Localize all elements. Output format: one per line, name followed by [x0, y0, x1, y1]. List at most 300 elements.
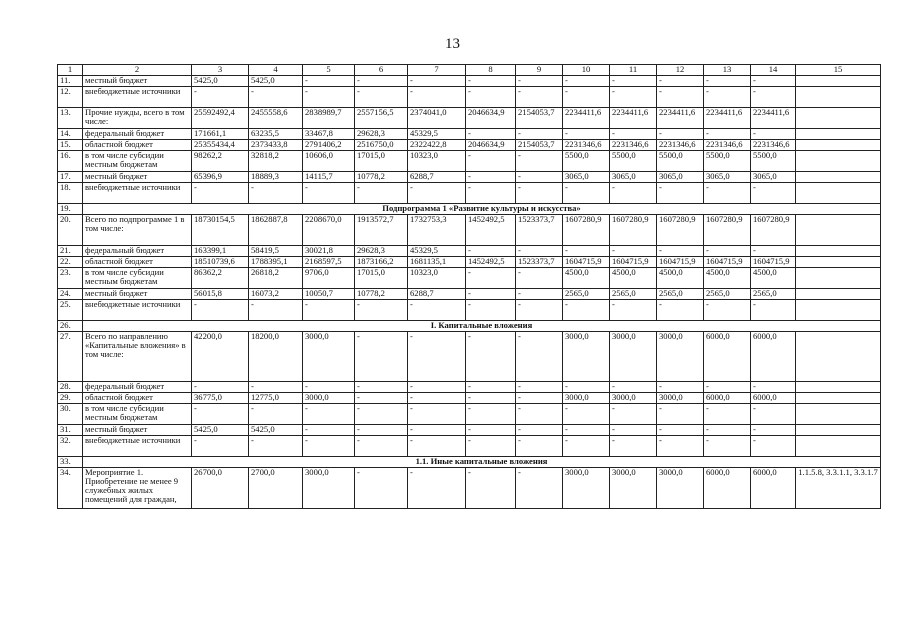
- value-cell: -: [563, 87, 610, 108]
- value-cell: -: [516, 404, 563, 425]
- value-cell: 6288,7: [408, 289, 466, 300]
- table-row: [58, 425, 881, 436]
- value-cell: 18730154,5: [192, 215, 249, 246]
- value-cell: -: [704, 404, 751, 425]
- value-cell: 2838989,7: [303, 108, 355, 129]
- value-cell: -: [408, 404, 466, 425]
- value-cell: -: [563, 425, 610, 436]
- value-cell: 2234411,6: [610, 108, 657, 129]
- indicator-cell: [796, 404, 881, 425]
- value-cell: 6000,0: [704, 393, 751, 404]
- value-cell: 6000,0: [751, 393, 796, 404]
- value-cell: 1607280,9: [610, 215, 657, 246]
- column-header: 14: [751, 65, 796, 76]
- value-cell: -: [192, 183, 249, 204]
- value-cell: -: [466, 151, 516, 172]
- value-cell: -: [751, 382, 796, 393]
- row-label: внебюджетные источники: [83, 436, 192, 457]
- column-header: 1: [58, 65, 83, 76]
- value-cell: -: [408, 393, 466, 404]
- value-cell: -: [657, 87, 704, 108]
- value-cell: 1873166,2: [355, 257, 408, 268]
- value-cell: 10323,0: [408, 268, 466, 289]
- value-cell: -: [355, 300, 408, 321]
- value-cell: 58419,5: [249, 246, 303, 257]
- value-cell: -: [249, 436, 303, 457]
- value-cell: -: [303, 382, 355, 393]
- row-number: 13.: [58, 108, 83, 129]
- table-row: [58, 151, 881, 172]
- value-cell: 3000,0: [657, 332, 704, 382]
- value-cell: 36775,0: [192, 393, 249, 404]
- row-number: 12.: [58, 87, 83, 108]
- value-cell: -: [563, 300, 610, 321]
- value-cell: 5425,0: [249, 76, 303, 87]
- column-header: 4: [249, 65, 303, 76]
- row-number: 34.: [58, 468, 83, 509]
- table-row: [58, 215, 881, 246]
- value-cell: -: [516, 268, 563, 289]
- row-label: местный бюджет: [83, 289, 192, 300]
- table-row: [58, 393, 881, 404]
- value-cell: -: [303, 300, 355, 321]
- value-cell: -: [704, 436, 751, 457]
- value-cell: 2046634,9: [466, 140, 516, 151]
- value-cell: 3000,0: [657, 468, 704, 509]
- column-header: 13: [704, 65, 751, 76]
- value-cell: 3000,0: [563, 332, 610, 382]
- indicator-cell: [796, 300, 881, 321]
- value-cell: -: [563, 129, 610, 140]
- row-label: федеральный бюджет: [83, 246, 192, 257]
- value-cell: -: [657, 76, 704, 87]
- value-cell: -: [466, 468, 516, 509]
- value-cell: 3000,0: [563, 393, 610, 404]
- value-cell: 2231346,6: [751, 140, 796, 151]
- value-cell: -: [355, 332, 408, 382]
- value-cell: 10050,7: [303, 289, 355, 300]
- value-cell: -: [704, 87, 751, 108]
- value-cell: -: [751, 300, 796, 321]
- value-cell: -: [249, 300, 303, 321]
- column-header: 15: [796, 65, 881, 76]
- value-cell: 17015,0: [355, 268, 408, 289]
- row-label: Прочие нужды, всего в том числе:: [83, 108, 192, 129]
- value-cell: -: [516, 246, 563, 257]
- value-cell: -: [657, 436, 704, 457]
- row-number: 25.: [58, 300, 83, 321]
- value-cell: -: [355, 393, 408, 404]
- value-cell: 2154053,7: [516, 108, 563, 129]
- value-cell: -: [657, 246, 704, 257]
- column-header: 8: [466, 65, 516, 76]
- section-row: [58, 457, 881, 468]
- value-cell: 26818,2: [249, 268, 303, 289]
- value-cell: 2557156,5: [355, 108, 408, 129]
- value-cell: 5500,0: [657, 151, 704, 172]
- value-cell: 2455558,6: [249, 108, 303, 129]
- value-cell: -: [249, 183, 303, 204]
- value-cell: -: [466, 436, 516, 457]
- value-cell: -: [355, 87, 408, 108]
- value-cell: 4500,0: [751, 268, 796, 289]
- value-cell: 6288,7: [408, 172, 466, 183]
- value-cell: 5500,0: [751, 151, 796, 172]
- table-row: [58, 172, 881, 183]
- row-label: областной бюджет: [83, 257, 192, 268]
- row-number: 14.: [58, 129, 83, 140]
- value-cell: -: [355, 382, 408, 393]
- row-number: 31.: [58, 425, 83, 436]
- value-cell: -: [516, 172, 563, 183]
- value-cell: 6000,0: [751, 332, 796, 382]
- value-cell: 2565,0: [563, 289, 610, 300]
- value-cell: 6000,0: [751, 468, 796, 509]
- table-row: [58, 257, 881, 268]
- value-cell: 2046634,9: [466, 108, 516, 129]
- row-number: 24.: [58, 289, 83, 300]
- value-cell: -: [466, 129, 516, 140]
- value-cell: 1607280,9: [657, 215, 704, 246]
- value-cell: 26700,0: [192, 468, 249, 509]
- value-cell: 1604715,9: [610, 257, 657, 268]
- row-label: Всего по подпрограмме 1 в том числе:: [83, 215, 192, 246]
- section-row: [58, 321, 881, 332]
- indicator-cell: [796, 382, 881, 393]
- row-label: областной бюджет: [83, 393, 192, 404]
- column-header: 6: [355, 65, 408, 76]
- value-cell: -: [563, 246, 610, 257]
- column-header: 2: [83, 65, 192, 76]
- value-cell: -: [704, 129, 751, 140]
- value-cell: 56015,8: [192, 289, 249, 300]
- value-cell: 3000,0: [303, 332, 355, 382]
- value-cell: -: [408, 468, 466, 509]
- value-cell: 1452492,5: [466, 215, 516, 246]
- value-cell: -: [657, 300, 704, 321]
- row-label: федеральный бюджет: [83, 382, 192, 393]
- section-row: [58, 204, 881, 215]
- row-number: 23.: [58, 268, 83, 289]
- indicator-cell: [796, 183, 881, 204]
- table-row: [58, 436, 881, 457]
- value-cell: 3065,0: [563, 172, 610, 183]
- row-label: внебюджетные источники: [83, 183, 192, 204]
- column-header: 11: [610, 65, 657, 76]
- value-cell: 1681135,1: [408, 257, 466, 268]
- value-cell: 29628,3: [355, 246, 408, 257]
- value-cell: -: [192, 300, 249, 321]
- value-cell: -: [657, 382, 704, 393]
- value-cell: -: [563, 436, 610, 457]
- value-cell: -: [466, 289, 516, 300]
- section-title: 1.1. Иные капитальные вложения: [83, 457, 881, 468]
- row-label: в том числе субсидии местным бюджетам: [83, 151, 192, 172]
- budget-table: [57, 64, 881, 509]
- value-cell: 3065,0: [657, 172, 704, 183]
- value-cell: -: [192, 87, 249, 108]
- section-title: I. Капитальные вложения: [83, 321, 881, 332]
- value-cell: -: [355, 436, 408, 457]
- indicator-cell: [796, 425, 881, 436]
- value-cell: 14115,7: [303, 172, 355, 183]
- value-cell: -: [303, 404, 355, 425]
- table-row: [58, 140, 881, 151]
- value-cell: 4500,0: [610, 268, 657, 289]
- value-cell: -: [249, 87, 303, 108]
- table-row: [58, 300, 881, 321]
- value-cell: -: [408, 332, 466, 382]
- row-number: 21.: [58, 246, 83, 257]
- value-cell: -: [751, 425, 796, 436]
- value-cell: -: [751, 183, 796, 204]
- value-cell: -: [466, 332, 516, 382]
- indicator-cell: [796, 215, 881, 246]
- value-cell: 86362,2: [192, 268, 249, 289]
- row-label: областной бюджет: [83, 140, 192, 151]
- page-number: 13: [445, 36, 460, 52]
- indicator-cell: [796, 151, 881, 172]
- table-row: [58, 87, 881, 108]
- value-cell: 29628,3: [355, 129, 408, 140]
- value-cell: 33467,8: [303, 129, 355, 140]
- value-cell: -: [516, 183, 563, 204]
- value-cell: -: [249, 404, 303, 425]
- value-cell: -: [563, 382, 610, 393]
- row-label: в том числе субсидии местным бюджетам: [83, 404, 192, 425]
- value-cell: -: [408, 76, 466, 87]
- value-cell: 1788395,1: [249, 257, 303, 268]
- table-row: [58, 332, 881, 382]
- value-cell: 5500,0: [610, 151, 657, 172]
- table-row: [58, 246, 881, 257]
- value-cell: 4500,0: [657, 268, 704, 289]
- value-cell: -: [751, 129, 796, 140]
- value-cell: -: [303, 183, 355, 204]
- value-cell: 3000,0: [610, 393, 657, 404]
- value-cell: 171661,1: [192, 129, 249, 140]
- value-cell: 2234411,6: [751, 108, 796, 129]
- value-cell: 1604715,9: [704, 257, 751, 268]
- value-cell: -: [466, 183, 516, 204]
- indicator-cell: [796, 108, 881, 129]
- value-cell: -: [751, 87, 796, 108]
- value-cell: 25592492,4: [192, 108, 249, 129]
- value-cell: 30021,8: [303, 246, 355, 257]
- value-cell: 16073,2: [249, 289, 303, 300]
- value-cell: 1604715,9: [751, 257, 796, 268]
- value-cell: -: [610, 183, 657, 204]
- value-cell: -: [516, 393, 563, 404]
- value-cell: 18510739,6: [192, 257, 249, 268]
- row-number: 16.: [58, 151, 83, 172]
- value-cell: -: [516, 382, 563, 393]
- value-cell: 3065,0: [610, 172, 657, 183]
- value-cell: -: [563, 404, 610, 425]
- row-number: 26.: [58, 321, 83, 332]
- row-number: 28.: [58, 382, 83, 393]
- value-cell: 2231346,6: [563, 140, 610, 151]
- value-cell: -: [516, 332, 563, 382]
- value-cell: -: [466, 268, 516, 289]
- indicator-cell: [796, 268, 881, 289]
- value-cell: -: [516, 425, 563, 436]
- value-cell: 9706,0: [303, 268, 355, 289]
- value-cell: 10606,0: [303, 151, 355, 172]
- row-number: 33.: [58, 457, 83, 468]
- value-cell: -: [408, 87, 466, 108]
- value-cell: -: [192, 382, 249, 393]
- column-header: 10: [563, 65, 610, 76]
- value-cell: -: [704, 76, 751, 87]
- column-header: 3: [192, 65, 249, 76]
- column-header: 9: [516, 65, 563, 76]
- row-label: в том числе субсидии местным бюджетам: [83, 268, 192, 289]
- row-number: 15.: [58, 140, 83, 151]
- table-row: [58, 129, 881, 140]
- value-cell: -: [355, 404, 408, 425]
- value-cell: 1607280,9: [563, 215, 610, 246]
- value-cell: -: [303, 425, 355, 436]
- value-cell: 10778,2: [355, 289, 408, 300]
- value-cell: 2231346,6: [704, 140, 751, 151]
- value-cell: -: [610, 404, 657, 425]
- value-cell: 2234411,6: [704, 108, 751, 129]
- value-cell: -: [516, 76, 563, 87]
- value-cell: -: [303, 436, 355, 457]
- row-label: местный бюджет: [83, 425, 192, 436]
- value-cell: 42200,0: [192, 332, 249, 382]
- value-cell: -: [466, 87, 516, 108]
- value-cell: -: [408, 425, 466, 436]
- indicator-cell: [796, 436, 881, 457]
- value-cell: 2231346,6: [610, 140, 657, 151]
- value-cell: 2154053,7: [516, 140, 563, 151]
- value-cell: 32818,2: [249, 151, 303, 172]
- value-cell: -: [704, 246, 751, 257]
- value-cell: -: [704, 183, 751, 204]
- value-cell: 1604715,9: [563, 257, 610, 268]
- value-cell: -: [355, 425, 408, 436]
- value-cell: -: [704, 425, 751, 436]
- column-header: 12: [657, 65, 704, 76]
- value-cell: -: [610, 129, 657, 140]
- value-cell: 2565,0: [610, 289, 657, 300]
- indicator-cell: [796, 172, 881, 183]
- value-cell: -: [303, 76, 355, 87]
- value-cell: 1913572,7: [355, 215, 408, 246]
- indicator-cell: [796, 129, 881, 140]
- value-cell: -: [516, 300, 563, 321]
- value-cell: -: [408, 300, 466, 321]
- value-cell: -: [751, 246, 796, 257]
- value-cell: -: [751, 76, 796, 87]
- value-cell: 2373433,8: [249, 140, 303, 151]
- value-cell: 3065,0: [751, 172, 796, 183]
- value-cell: -: [516, 468, 563, 509]
- value-cell: 63235,5: [249, 129, 303, 140]
- value-cell: -: [657, 129, 704, 140]
- value-cell: 45329,5: [408, 129, 466, 140]
- value-cell: 6000,0: [704, 468, 751, 509]
- value-cell: -: [704, 382, 751, 393]
- value-cell: -: [408, 183, 466, 204]
- indicator-cell: [796, 257, 881, 268]
- value-cell: -: [466, 76, 516, 87]
- value-cell: -: [751, 436, 796, 457]
- indicator-cell: [796, 289, 881, 300]
- row-number: 17.: [58, 172, 83, 183]
- value-cell: 3065,0: [704, 172, 751, 183]
- value-cell: 2168597,5: [303, 257, 355, 268]
- value-cell: 2700,0: [249, 468, 303, 509]
- value-cell: 2565,0: [657, 289, 704, 300]
- value-cell: -: [610, 76, 657, 87]
- row-label: внебюджетные источники: [83, 87, 192, 108]
- value-cell: 5500,0: [704, 151, 751, 172]
- row-number: 22.: [58, 257, 83, 268]
- row-label: Мероприятие 1. Приобретение не менее 9 служебных жилых помещений для граждан,: [83, 468, 192, 509]
- value-cell: 2208670,0: [303, 215, 355, 246]
- value-cell: 1607280,9: [751, 215, 796, 246]
- value-cell: -: [610, 382, 657, 393]
- indicator-cell: [796, 332, 881, 382]
- column-header: 7: [408, 65, 466, 76]
- value-cell: -: [408, 436, 466, 457]
- value-cell: 45329,5: [408, 246, 466, 257]
- value-cell: 98262,2: [192, 151, 249, 172]
- indicator-cell: [796, 140, 881, 151]
- row-number: 18.: [58, 183, 83, 204]
- value-cell: 4500,0: [704, 268, 751, 289]
- value-cell: -: [516, 87, 563, 108]
- indicator-cell: [796, 393, 881, 404]
- value-cell: -: [657, 183, 704, 204]
- table-row: [58, 183, 881, 204]
- column-header: 5: [303, 65, 355, 76]
- row-label: местный бюджет: [83, 172, 192, 183]
- value-cell: 10778,2: [355, 172, 408, 183]
- table-row: [58, 76, 881, 87]
- value-cell: -: [466, 172, 516, 183]
- row-label: местный бюджет: [83, 76, 192, 87]
- value-cell: 3000,0: [563, 468, 610, 509]
- value-cell: 5425,0: [249, 425, 303, 436]
- row-label: внебюджетные источники: [83, 300, 192, 321]
- value-cell: -: [563, 183, 610, 204]
- value-cell: -: [516, 129, 563, 140]
- row-label: Всего по направлению «Капитальные вложения» в том числе:: [83, 332, 192, 382]
- value-cell: 2565,0: [751, 289, 796, 300]
- table-row: [58, 268, 881, 289]
- value-cell: 1607280,9: [704, 215, 751, 246]
- value-cell: 163399,1: [192, 246, 249, 257]
- value-cell: 4500,0: [563, 268, 610, 289]
- value-cell: -: [303, 87, 355, 108]
- value-cell: 18200,0: [249, 332, 303, 382]
- value-cell: 12775,0: [249, 393, 303, 404]
- value-cell: 17015,0: [355, 151, 408, 172]
- value-cell: 3000,0: [657, 393, 704, 404]
- value-cell: -: [610, 87, 657, 108]
- table-row: [58, 404, 881, 425]
- value-cell: 25355434,4: [192, 140, 249, 151]
- value-cell: -: [657, 425, 704, 436]
- value-cell: -: [657, 404, 704, 425]
- value-cell: 3000,0: [610, 332, 657, 382]
- row-label: федеральный бюджет: [83, 129, 192, 140]
- value-cell: -: [610, 300, 657, 321]
